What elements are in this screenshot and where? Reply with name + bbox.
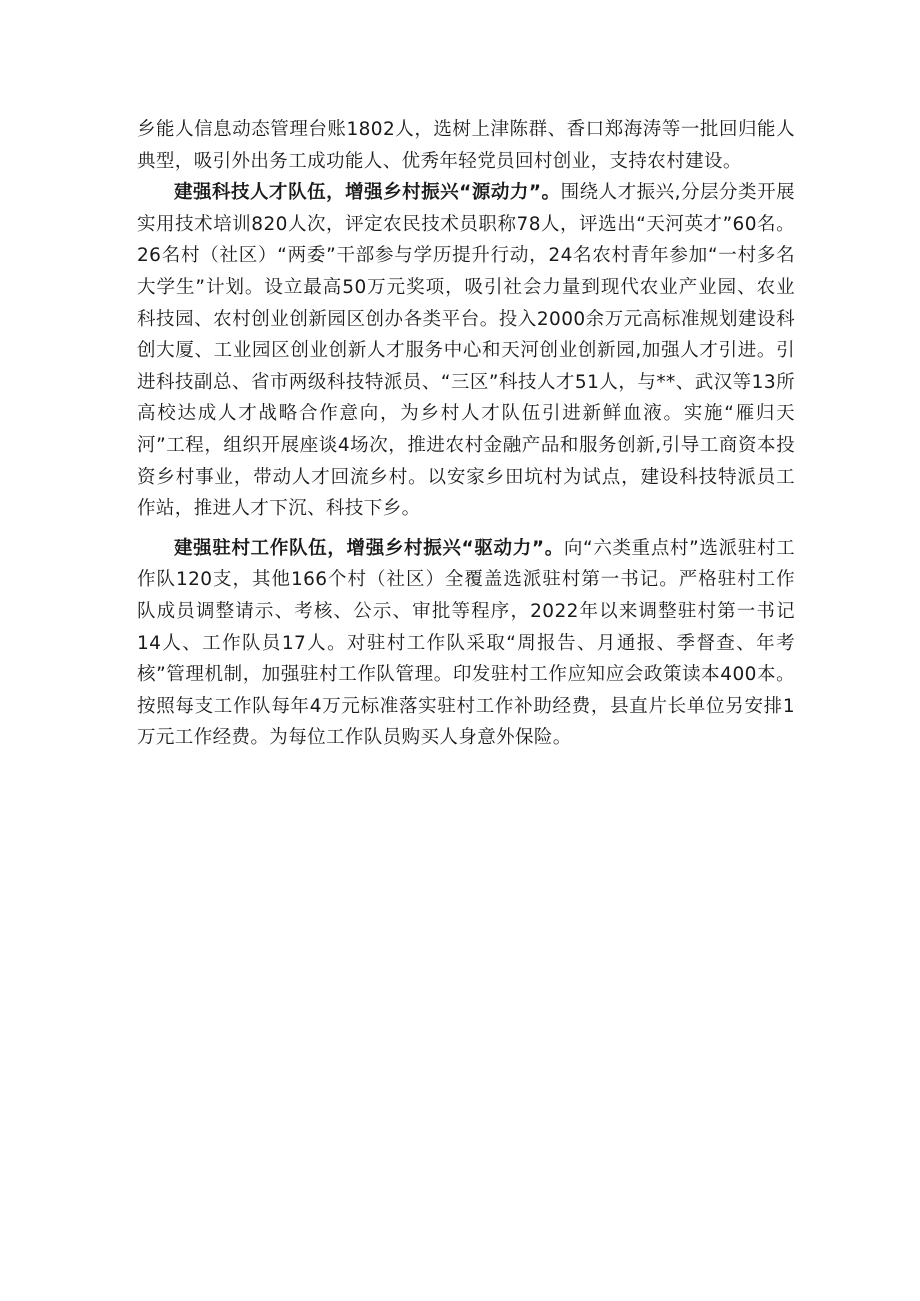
paragraph-text: 向“六类重点村”选派驻村工作队120支，其他166个村（社区）全覆盖选派驻村第一书记。严格驻村工作队成员调整请示、考核、公示、审批等程序，2022年以来调整驻村第一书记14人、工作队员17人。对驻村工作队采取“周报告、月通报、季督查、年考核”管理机制，加强驻村工作队管理。印发驻村工作应知应会政策读本400本。按照每支工作队每年4万元标准落实驻村工作补助经费，县直片长单位另安排1万元工作经费。为每位工作队员购买人身意外保险。 xyxy=(137,537,795,749)
paragraph-lead-heading: 建强科技人才队伍，增强乡村振兴“源动力”。 xyxy=(174,182,561,204)
paragraph-text: 围绕人才振兴,分层分类开展实用技术培训820人次，评定农民技术员职称78人，评选出“天河英才”60名。26名村（社区）“两委”干部参与学历提升行动，24名农村青年参加“一村多名大学生”计划。设立最高50万元奖项，吸引社会力量到现代农业产业园、农业科技园、农村创业创新园区创办各类平台。投入2000余万元高标准规划建设科创大厦、工业园区创业创新人才服务中心和天河创业创新园,加强人才引进。引进科技副总、省市两级科技特派员、“三区”科技人才51人，与**、武汉等13所高校达成人才战略合作意向，为乡村人才队伍引进新鲜血液。实施“雁归天河”工程，组织开展座谈4场次，推进农村金融产品和服务创新,引导工商资本投资乡村事业，带动人才回流乡村。以安家乡田坑村为试点，建设科技特派员工作站，推进人才下沉、科技下乡。 xyxy=(137,182,795,520)
paragraph-lead-heading: 建强驻村工作队伍，增强乡村振兴“驱动力”。 xyxy=(174,537,564,559)
paragraph-text: 乡能人信息动态管理台账1802人，选树上津陈群、香口郑海涛等一批回归能人典型，吸引外出务工成功能人、优秀年轻党员回村创业，支持农村建设。 xyxy=(137,119,795,172)
paragraph-continuation xyxy=(137,114,795,177)
paragraph-tech-talent xyxy=(137,177,795,525)
paragraph-village-team xyxy=(137,533,795,754)
document-body xyxy=(137,114,795,754)
